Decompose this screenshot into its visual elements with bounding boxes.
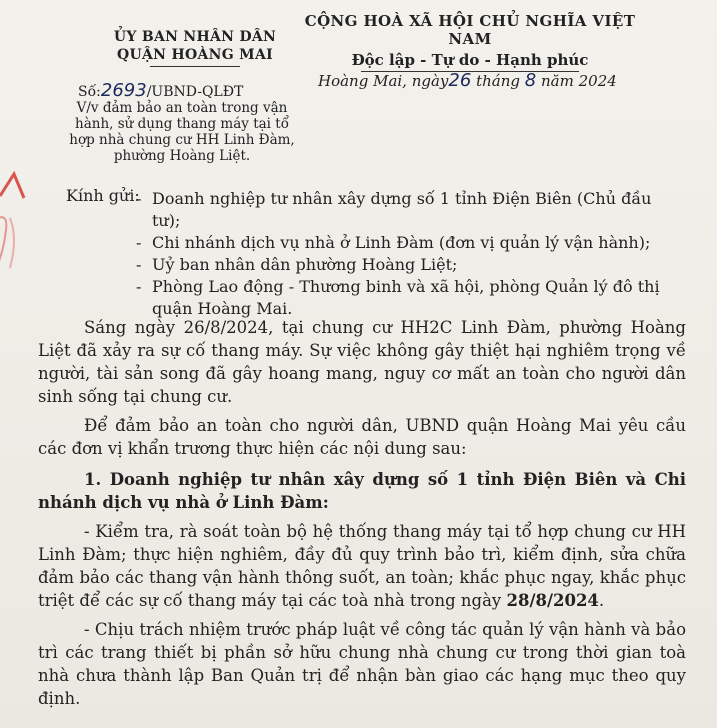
motto: Độc lập - Tự do - Hạnh phúc xyxy=(351,51,589,69)
document-body xyxy=(38,316,686,716)
list-item: - Chi nhánh dịch vụ nhà ở Linh Đàm (đơn vị quản lý vận hành); xyxy=(136,232,676,254)
divider xyxy=(150,66,240,67)
section-heading: 1. Doanh nghiệp tư nhân xây dựng số 1 tỉnh Điện Biên và Chi nhánh dịch vụ nhà ở Linh Đàm: xyxy=(38,470,686,512)
date-month-label: tháng xyxy=(476,72,520,90)
paragraph-text: - Kiểm tra, rà soát toàn bộ hệ thống thang máy tại tổ hợp chung cư HH Linh Đàm; thực hiện nghiêm, đầy đủ quy trình bảo trì, kiểm định, sửa chữa đảm bảo các thang vận hành thông suốt, an toàn; khắc phục ngay, khắc phục triệt để các sự cố thang máy tại các toà nhà trong ngày xyxy=(38,522,686,610)
body-paragraph: Để đảm bảo an toàn cho người dân, UBND quận Hoàng Mai yêu cầu các đơn vị khẩn trương thực hiện các nội dung sau: xyxy=(38,416,686,458)
list-item: - Doanh nghiệp tư nhân xây dựng số 1 tỉnh Điện Biên (Chủ đầu tư); xyxy=(136,188,676,232)
list-item: - Uỷ ban nhân dân phường Hoàng Liệt; xyxy=(136,254,676,276)
body-paragraph: Sáng ngày 26/8/2024, tại chung cư HH2C Linh Đàm, phường Hoàng Liệt đã xảy ra sự cố thang máy. Sự việc không gây thiệt hại nghiêm trọng về người, tài sản song đã gây hoang mang, nguy cơ mất an toàn cho người dân sinh sống tại chung cư. xyxy=(38,318,686,406)
national-heading xyxy=(290,12,650,72)
kinh-gui-label: Kính gửi: xyxy=(66,186,140,205)
document-subject: V/v đảm bảo an toàn trong vận hành, sử dụng thang máy tại tổ hợp nhà chung cư HH Linh Đàm, phường Hoàng Liệt. xyxy=(69,100,295,164)
date-year: năm 2024 xyxy=(541,72,617,90)
doc-number-prefix: Số: xyxy=(78,84,101,100)
document-number xyxy=(78,80,243,101)
issuing-authority xyxy=(70,28,320,67)
org-name-line2: QUẬN HOÀNG MAI xyxy=(117,47,273,63)
nation-title: CỘNG HOÀ XÃ HỘI CHỦ NGHĨA VIỆT NAM xyxy=(304,12,636,48)
doc-number-handwritten: 2693 xyxy=(100,80,147,101)
body-paragraph xyxy=(38,520,686,612)
recipient-list xyxy=(136,188,676,320)
place-date xyxy=(318,70,638,91)
body-paragraph: - Chịu trách nhiệm trước pháp luật về công tác quản lý vận hành và bảo trì các trang thiết bị phần sở hữu chung nhà chung cư trong thời gian toà nhà chưa thành lập Ban Quản trị để nhận bàn giao các hạng mục theo quy định. xyxy=(38,620,686,708)
stamp-fragment-icon xyxy=(0,168,34,288)
list-item: - Phòng Lao động - Thương binh và xã hội, phòng Quản lý đô thị quận Hoàng Mai. xyxy=(136,276,676,320)
date-day: 26 xyxy=(448,70,472,91)
date-month: 8 xyxy=(524,70,537,91)
doc-number-suffix: /UBND-QLĐT xyxy=(146,84,244,100)
org-name-line1: ỦY BAN NHÂN DÂN xyxy=(113,29,277,45)
paragraph-end: . xyxy=(598,591,605,610)
deadline-date: 28/8/2024 xyxy=(506,591,599,610)
date-prefix: Hoàng Mai, ngày xyxy=(318,72,449,90)
